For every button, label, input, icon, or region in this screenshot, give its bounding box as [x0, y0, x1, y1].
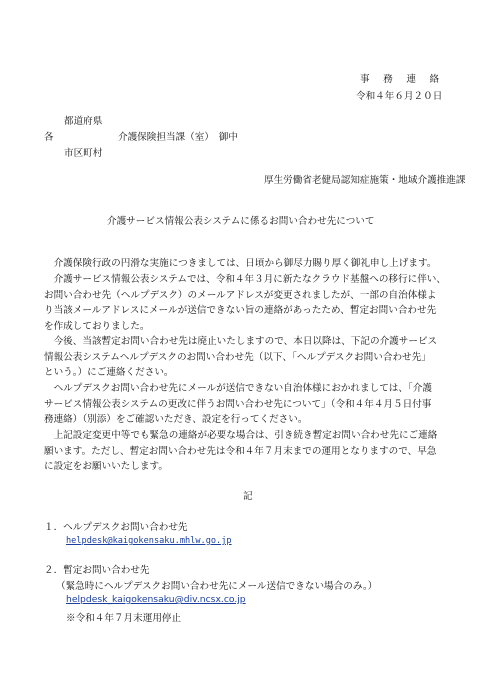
item-2-remark: ※令和４年７月末運用停止	[66, 613, 182, 624]
item-2-heading: ２．暫定お問い合わせ先	[44, 565, 150, 576]
line: 今後、当該暫定お問い合わせ先は廃止いたしますので、本日以降は、下記の介護サービス	[44, 336, 438, 347]
line: に設定をお願いいたします。	[44, 461, 168, 473]
addressee-municipalities: 市区町村	[64, 148, 103, 159]
line: を作成しておりました。	[44, 320, 150, 332]
line: り当該メールアドレスにメールが送信できない旨の連絡があったため、暫定お問い合わせ先	[44, 305, 437, 317]
line: 介護サービス情報公表システムでは、令和４年３月に新たなクラウド基盤への移行に伴い、	[44, 274, 446, 285]
line: ヘルプデスクお問い合わせ先にメールが送信できない自治体様におかれましては、「介護	[44, 383, 432, 394]
notice-type: 事 務 連 絡	[360, 74, 442, 85]
helpdesk-email-link[interactable]: helpdesk@kaigokensaku.mhlw.go.jp	[66, 536, 232, 546]
line: 上記設定変更中等でも緊急の連絡が必要な場合は、引き続き暫定お問い合わせ先にご連絡	[44, 430, 438, 441]
addressee-department: 介護保険担当課（室） 御中	[118, 132, 238, 143]
line: お問い合わせ先（ヘルプデスク）のメールアドレスが変更されましたが、一部の自治体様よ	[44, 289, 437, 301]
line: 介護保険行政の円滑な実施につきましては、日頃から御尽力賜り厚く御礼申し上げます。	[44, 258, 437, 269]
addressee-prefectures: 都道府県	[64, 116, 103, 127]
line: サービス情報公表システムの更改に伴うお問い合わせ先について」（令和４年４月５日付事	[44, 398, 432, 410]
ki-heading: 記	[243, 491, 253, 502]
body-paragraph-4	[44, 381, 458, 428]
line: 情報公表システムヘルプデスクのお問い合わせ先（以下、「ヘルプデスクお問い合わせ先」	[44, 351, 431, 363]
body-paragraph-2	[44, 272, 458, 334]
line: 務連絡）（別添）をご確認いただき、設定を行ってください。	[44, 414, 308, 426]
sender: 厚生労働省老健局認知症施策・地域介護推進課	[264, 175, 466, 186]
body-paragraph-3	[44, 334, 458, 381]
item-2-note: （緊急時にヘルプデスクお問い合わせ先にメール送信できない場合のみ。）	[56, 581, 378, 592]
item-1-heading: １．ヘルプデスクお問い合わせ先	[44, 522, 188, 533]
body-paragraph-1	[44, 256, 458, 272]
document-date: 令和４年６月２０日	[356, 91, 443, 102]
provisional-email-link[interactable]: helpdesk_kaigokensaku@div.ncsx.co.jp	[66, 594, 246, 605]
document-title: 介護サービス情報公表システムに係るお問い合わせ先について	[107, 216, 375, 227]
line: という。）にご連絡ください。	[44, 367, 174, 379]
addressee-prefix: 各	[44, 132, 54, 143]
body-paragraph-5	[44, 428, 458, 475]
line: 願います。ただし、暫定お問い合わせ先は令和４年７月末までの運用となりますので、早急	[44, 445, 437, 457]
